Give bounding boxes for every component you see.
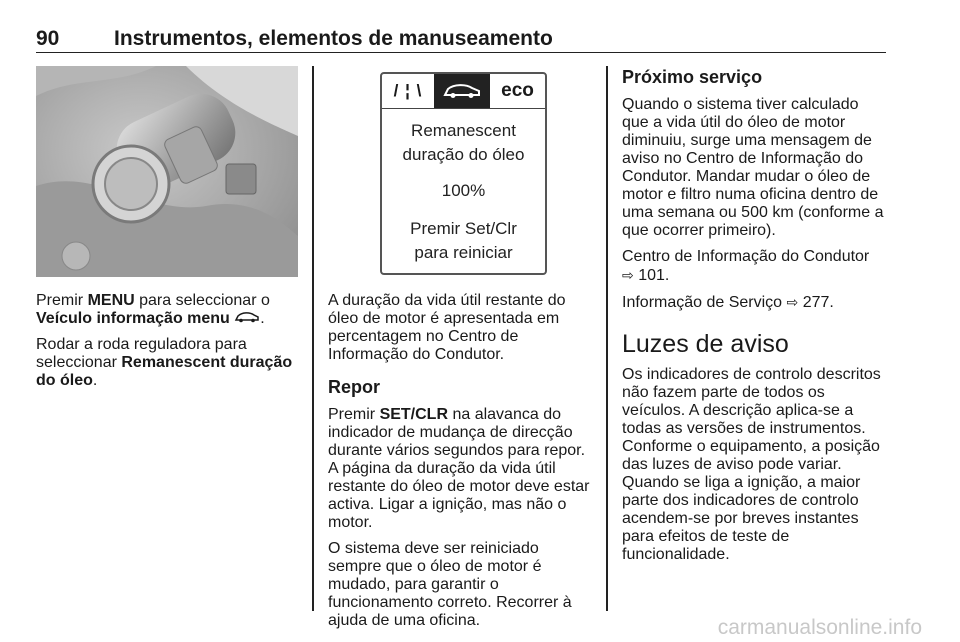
keyword-menu: MENU: [87, 292, 135, 309]
lever-photo: [36, 66, 298, 277]
heading-warning-lights: Luzes de aviso: [622, 330, 789, 358]
heading-repor: Repor: [328, 377, 381, 397]
column-2: [328, 292, 594, 638]
page-header: [36, 26, 886, 53]
display-line: Remanescent: [411, 121, 516, 140]
keyword-set-clr: SET/CLR: [379, 406, 449, 423]
paragraph: [622, 248, 888, 285]
page-ref[interactable]: 277.: [802, 294, 834, 311]
display-line: para reiniciar: [414, 243, 513, 262]
paragraph: Premir SET/CLR na alavanca do indicador de mudança de direcção durante vários segundos para repor. A página da duração da vida útil restante do óleo de motor deve estar activa. Ligar a ignição, mas não o motor.: [328, 406, 590, 531]
display-top-bar: [382, 74, 545, 109]
paragraph: O sistema deve ser reiniciado sempre que o óleo de motor é mudado, para garantir o funcionamento correto. Recorrer à ajuda de uma oficina.: [328, 540, 572, 629]
watermark: carmanualsonline.info: [717, 616, 922, 639]
car-icon: [234, 310, 260, 328]
keyword-remaining-oil: Remanescent duração do óleo: [36, 354, 293, 390]
lever-photo-illustration: [36, 66, 298, 277]
page-ref-arrow-icon: ⇨: [622, 267, 634, 283]
page-ref[interactable]: 101.: [638, 267, 670, 284]
road-icon: / ¦ \: [393, 81, 423, 100]
oil-life-display: [380, 72, 547, 275]
paragraph: Rodar a roda reguladora para seleccionar Remanescent duração do óleo.: [36, 336, 293, 390]
column-1: [36, 292, 298, 398]
paragraph: [622, 293, 888, 312]
display-percent: 100%: [441, 181, 486, 200]
car-icon: [434, 74, 490, 108]
link-driver-info-center[interactable]: Centro de Informação do Condutor: [622, 248, 870, 265]
display-line: duração do óleo: [402, 145, 525, 164]
page-number: 90: [36, 27, 60, 50]
page-title: Instrumentos, elementos de manuseamento: [114, 27, 553, 50]
paragraph: A duração da vida útil restante do óleo de motor é apresentada em percentagem no Centro de Informação do Condutor.: [328, 292, 566, 363]
column-divider: [606, 66, 608, 611]
column-divider: [312, 66, 314, 611]
page-ref-arrow-icon: ⇨: [786, 294, 799, 310]
eco-label: eco: [501, 80, 534, 101]
paragraph: Quando o sistema tiver calculado que a vida útil do óleo de motor diminuiu, surge uma mensagem de aviso no Centro de Informação do Condutor. Mandar mudar o óleo de motor e filtro numa oficina dentro de uma semana ou 500 km (conforme a que ocorrer primeiro).: [622, 96, 884, 239]
column-3: [622, 68, 888, 572]
keyword-vehicle-info: Veículo informação menu: [36, 310, 230, 328]
link-service-info[interactable]: Informação de Serviço: [622, 294, 787, 311]
heading-next-service: Próximo serviço: [622, 67, 763, 87]
display-line: Premir Set/Clr: [410, 219, 517, 238]
paragraph: Os indicadores de controlo descritos não fazem parte de todos os veículos. A descrição aplica-se a todas as versões de instrumentos. Conforme o equipamento, a posição das luzes de aviso pode variar. Quando se liga a ignição, a maior parte dos indicadores de controlo acendem-se por breves instantes para efeitos de teste de funcionalidade.: [622, 366, 881, 563]
paragraph: Premir MENU para seleccionar o Veículo informação menu .: [36, 292, 270, 328]
